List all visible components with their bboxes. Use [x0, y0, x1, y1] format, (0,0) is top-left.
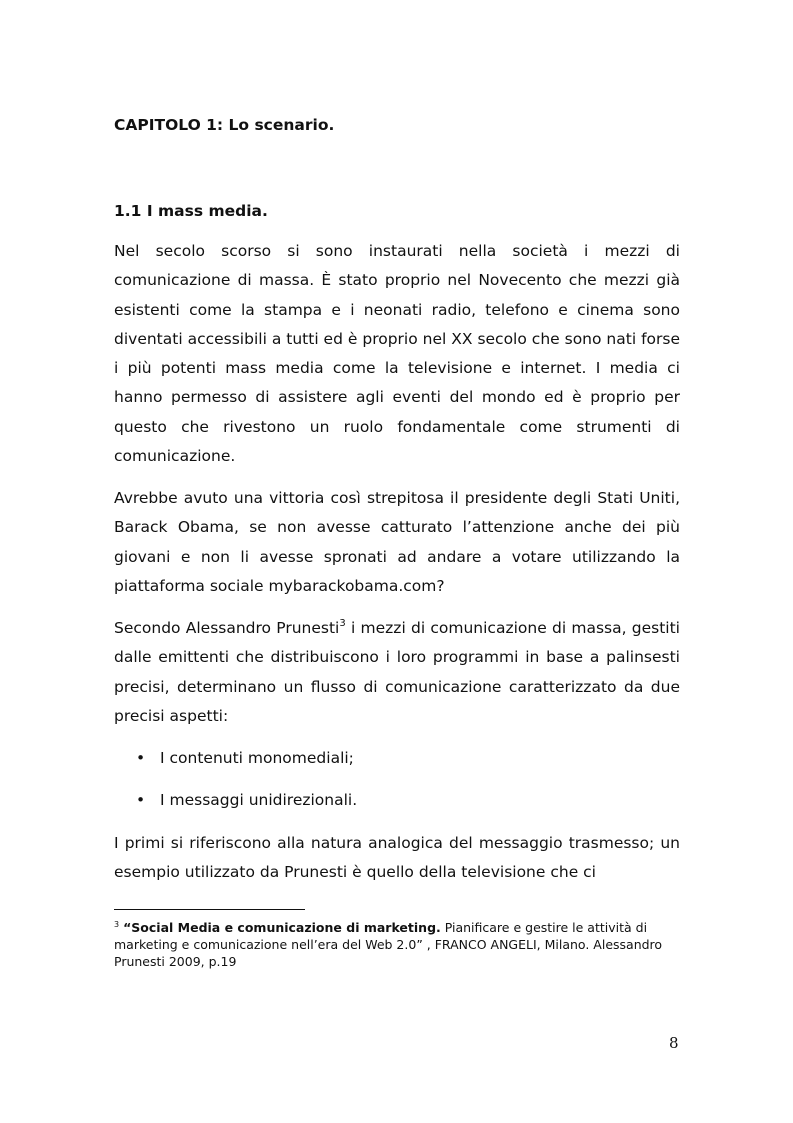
section-title: 1.1 I mass media. [114, 202, 268, 220]
list-item-text: I messaggi unidirezionali. [160, 791, 358, 809]
footnote-text: Pianificare e gestire le attività di marketing e comunicazione nell’era del Web 2.0” , FRANCO ANGELI, Milano. Alessandro Prunesti 2009, p.19 [114, 920, 663, 969]
paragraph-prunesti-rest: i mezzi di comunicazione di massa, gestiti dalle emittenti che distribuiscono i loro programmi in base a palinsesti precisi, determinano un flusso di comunicazione caratterizzato da due precisi aspetti: [114, 619, 680, 725]
footnote-divider [114, 909, 305, 910]
paragraph-prunesti-start: Secondo Alessandro Prunesti [114, 619, 340, 637]
bullet-marker: • [136, 791, 146, 809]
footnote [114, 916, 684, 970]
footnote-reference[interactable]: 3 [339, 618, 346, 629]
paragraph-mass-media-intro: Nel secolo scorso si sono instaurati nella società i mezzi di comunicazione di massa. È stato proprio nel Novecento che mezzi già esistenti come la stampa e i neonati radio, telefono e cinema sono diventati accessibili a tutti ed è proprio nel XX secolo che sono nati forse i più potenti mass media come la televisione e internet. I media ci hanno permesso di assistere agli eventi del mondo ed è proprio per questo che rivestono un ruolo fondamentale come strumenti di comunicazione. [114, 242, 680, 466]
list-item [114, 786, 680, 828]
chapter-title: CAPITOLO 1: Lo scenario. [114, 116, 335, 134]
paragraph-analog-message: I primi si riferiscono alla natura analogica del messaggio trasmesso; un esempio utilizzato da Prunesti è quello della televisione che ci [114, 834, 680, 882]
list-item [114, 744, 680, 786]
list-item-text: I contenuti monomediali; [160, 749, 354, 767]
footnote-title: “Social Media e comunicazione di marketing. [123, 920, 441, 935]
bullet-list [114, 744, 680, 828]
paragraph-obama: Avrebbe avuto una vittoria così strepitosa il presidente degli Stati Uniti, Barack Obama, se non avesse catturato l’attenzione anche dei più giovani e non li avesse spronati ad andare a votare utilizzando la piattaforma sociale mybarackobama.com? [114, 489, 680, 595]
page-number: 8 [669, 1034, 679, 1052]
bullet-marker: • [136, 749, 146, 767]
footnote-number: 3 [114, 920, 120, 929]
paragraph-prunesti [114, 614, 680, 731]
